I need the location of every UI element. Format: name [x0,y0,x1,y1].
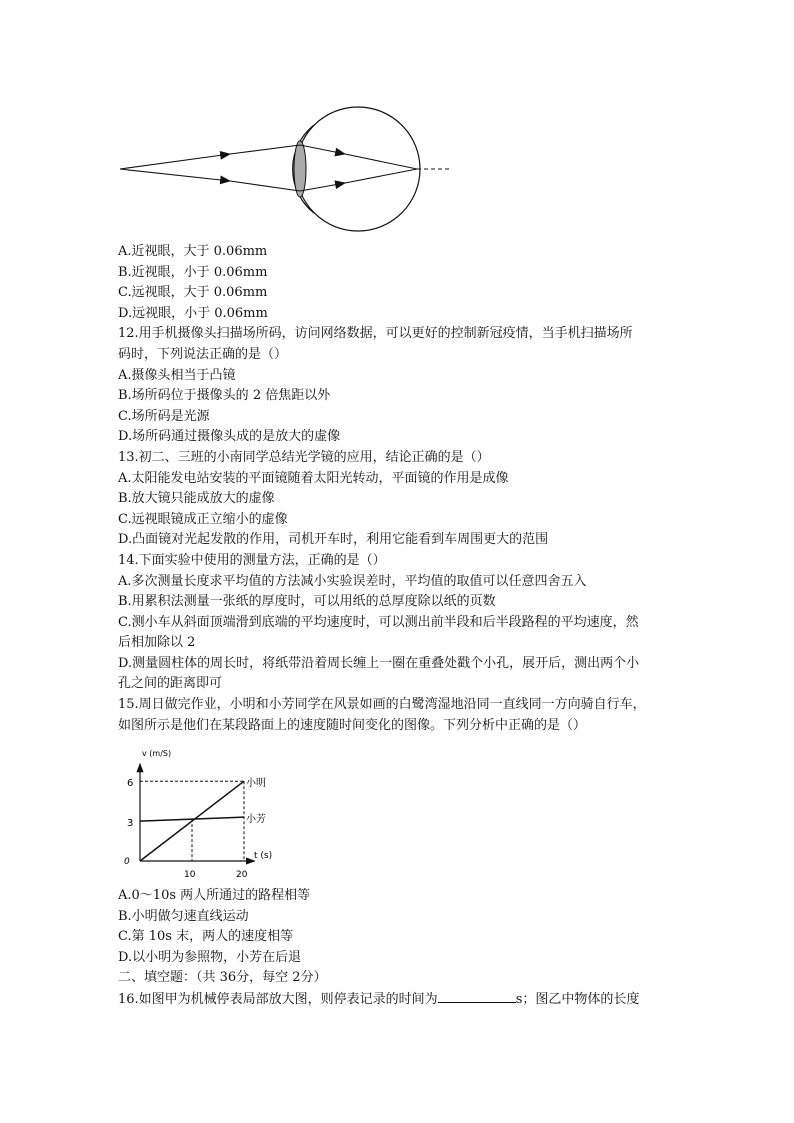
q16-part2: s；图乙中物体的长度 [515,991,640,1007]
q13-option-a: A.太阳能发电站安装的平面镜随着太阳光转动，平面镜的作用是成像 [118,470,509,486]
q14-option-b: B.用累积法测量一张纸的厚度时，可以用纸的总厚度除以纸的页数 [118,594,496,610]
ray-upper-refracted [300,145,345,154]
q11-option-d: D.远视眼，小于 0.06mm [118,305,268,321]
q12-option-b: B.场所码位于摄像头的 2 倍焦距以外 [118,388,331,404]
question-block-2 [118,886,688,1011]
q14-option-c-line1: C.测小车从斜面顶端滑到底端的平均速度时，可以测出前半段和后半段路程的平均速度，然 [118,614,639,630]
x-tick-20: 20 [236,870,248,880]
q12-option-d: D.场所码通过摄像头成的是放大的虚像 [118,429,341,445]
q15-stem-line1: 15.周日做完作业，小明和小芳同学在风景如画的白鹭湾湿地沿同一直线同一方向骑自行车， [118,697,646,713]
q11-option-a: A.近视眼，大于 0.06mm [118,244,268,259]
x-tick-10: 10 [184,870,196,880]
q15-option-b: B.小明做匀速直线运动 [118,908,249,924]
eye-diagram [110,105,460,235]
ray-upper-in [120,154,230,169]
question-block [118,242,688,736]
q16-line [118,989,688,1011]
q16-part1: 16.如图甲为机械停表局部放大图，则停表记录的时间为 [118,991,438,1007]
q15-stem-line2: 如图所示是他们在某段路面上的速度随时间变化的图像。下列分析中正确的是（） [118,717,587,733]
q14-option-c-line2: 后相加除以 2 [118,635,196,651]
velocity-time-chart [118,744,318,880]
q15-option-c: C.第 10s 末，两人的速度相等 [118,929,294,945]
q12-stem-line1: 12.用手机摄像头扫描场所码，访问网络数据，可以更好的控制新冠疫情，当手机扫描场所 [118,326,633,342]
q14-stem: 14.下面实验中使用的测量方法，正确的是（） [118,552,386,568]
q12-stem-line2: 码时，下列说法正确的是（） [118,346,288,362]
q13-option-c: C.远视眼镜成正立缩小的虚像 [118,511,288,527]
q14-option-a: A.多次测量长度求平均值的方法减小实验误差时，平均值的取值可以任意四舍五入 [118,573,587,589]
q13-option-d: D.凸面镜对光起发散的作用，司机开车时，利用它能看到车周围更大的范围 [118,532,549,548]
y-tick-6: 6 [127,778,134,789]
section-2-heading: 二、填空题：（共 36分，每空 2分） [118,970,327,986]
y-axis-label: v (m/S) [142,749,172,758]
q15-option-d: D.以小明为参照物，小芳在后退 [118,949,302,965]
q13-stem: 13.初二、三班的小南同学总结光学镜的应用，结论正确的是（） [118,449,490,465]
q13-option-b: B.放大镜只能成放大的虚像 [118,491,275,507]
lens [294,141,306,197]
answer-blank[interactable] [438,989,516,1003]
y-tick-3: 3 [127,818,134,829]
ray-lower-refracted [300,183,345,191]
q15-option-a: A.0～10s 两人所通过的路程相等 [118,888,311,903]
ray-upper-refracted-2 [345,154,417,169]
origin-label: 0 [124,857,130,867]
q14-option-d-line1: D.测量圆柱体的周长时，将纸带沿着周长缠上一圈在重叠处戳个小孔，展开后，测出两个小 [118,655,640,671]
series-label-xiaofang: 小芳 [246,814,266,825]
x-axis-label: t (s) [254,851,273,861]
eyeball [296,107,420,231]
q14-option-d-line2: 孔之间的距离即可 [118,676,223,692]
ray-lower-in [120,169,230,181]
q11-option-c: C.远视眼，大于 0.06mm [118,285,268,301]
q12-option-c: C.场所码是光源 [118,408,210,424]
ray-lower-refracted-2 [345,169,417,183]
ray-upper-mid [230,145,300,154]
series-label-xiaoming: 小明 [246,778,266,789]
ray-lower-mid [230,181,300,191]
q11-option-b: B.近视眼，小于 0.06mm [118,264,268,280]
q12-option-a: A.摄像头相当于凸镜 [118,367,236,383]
